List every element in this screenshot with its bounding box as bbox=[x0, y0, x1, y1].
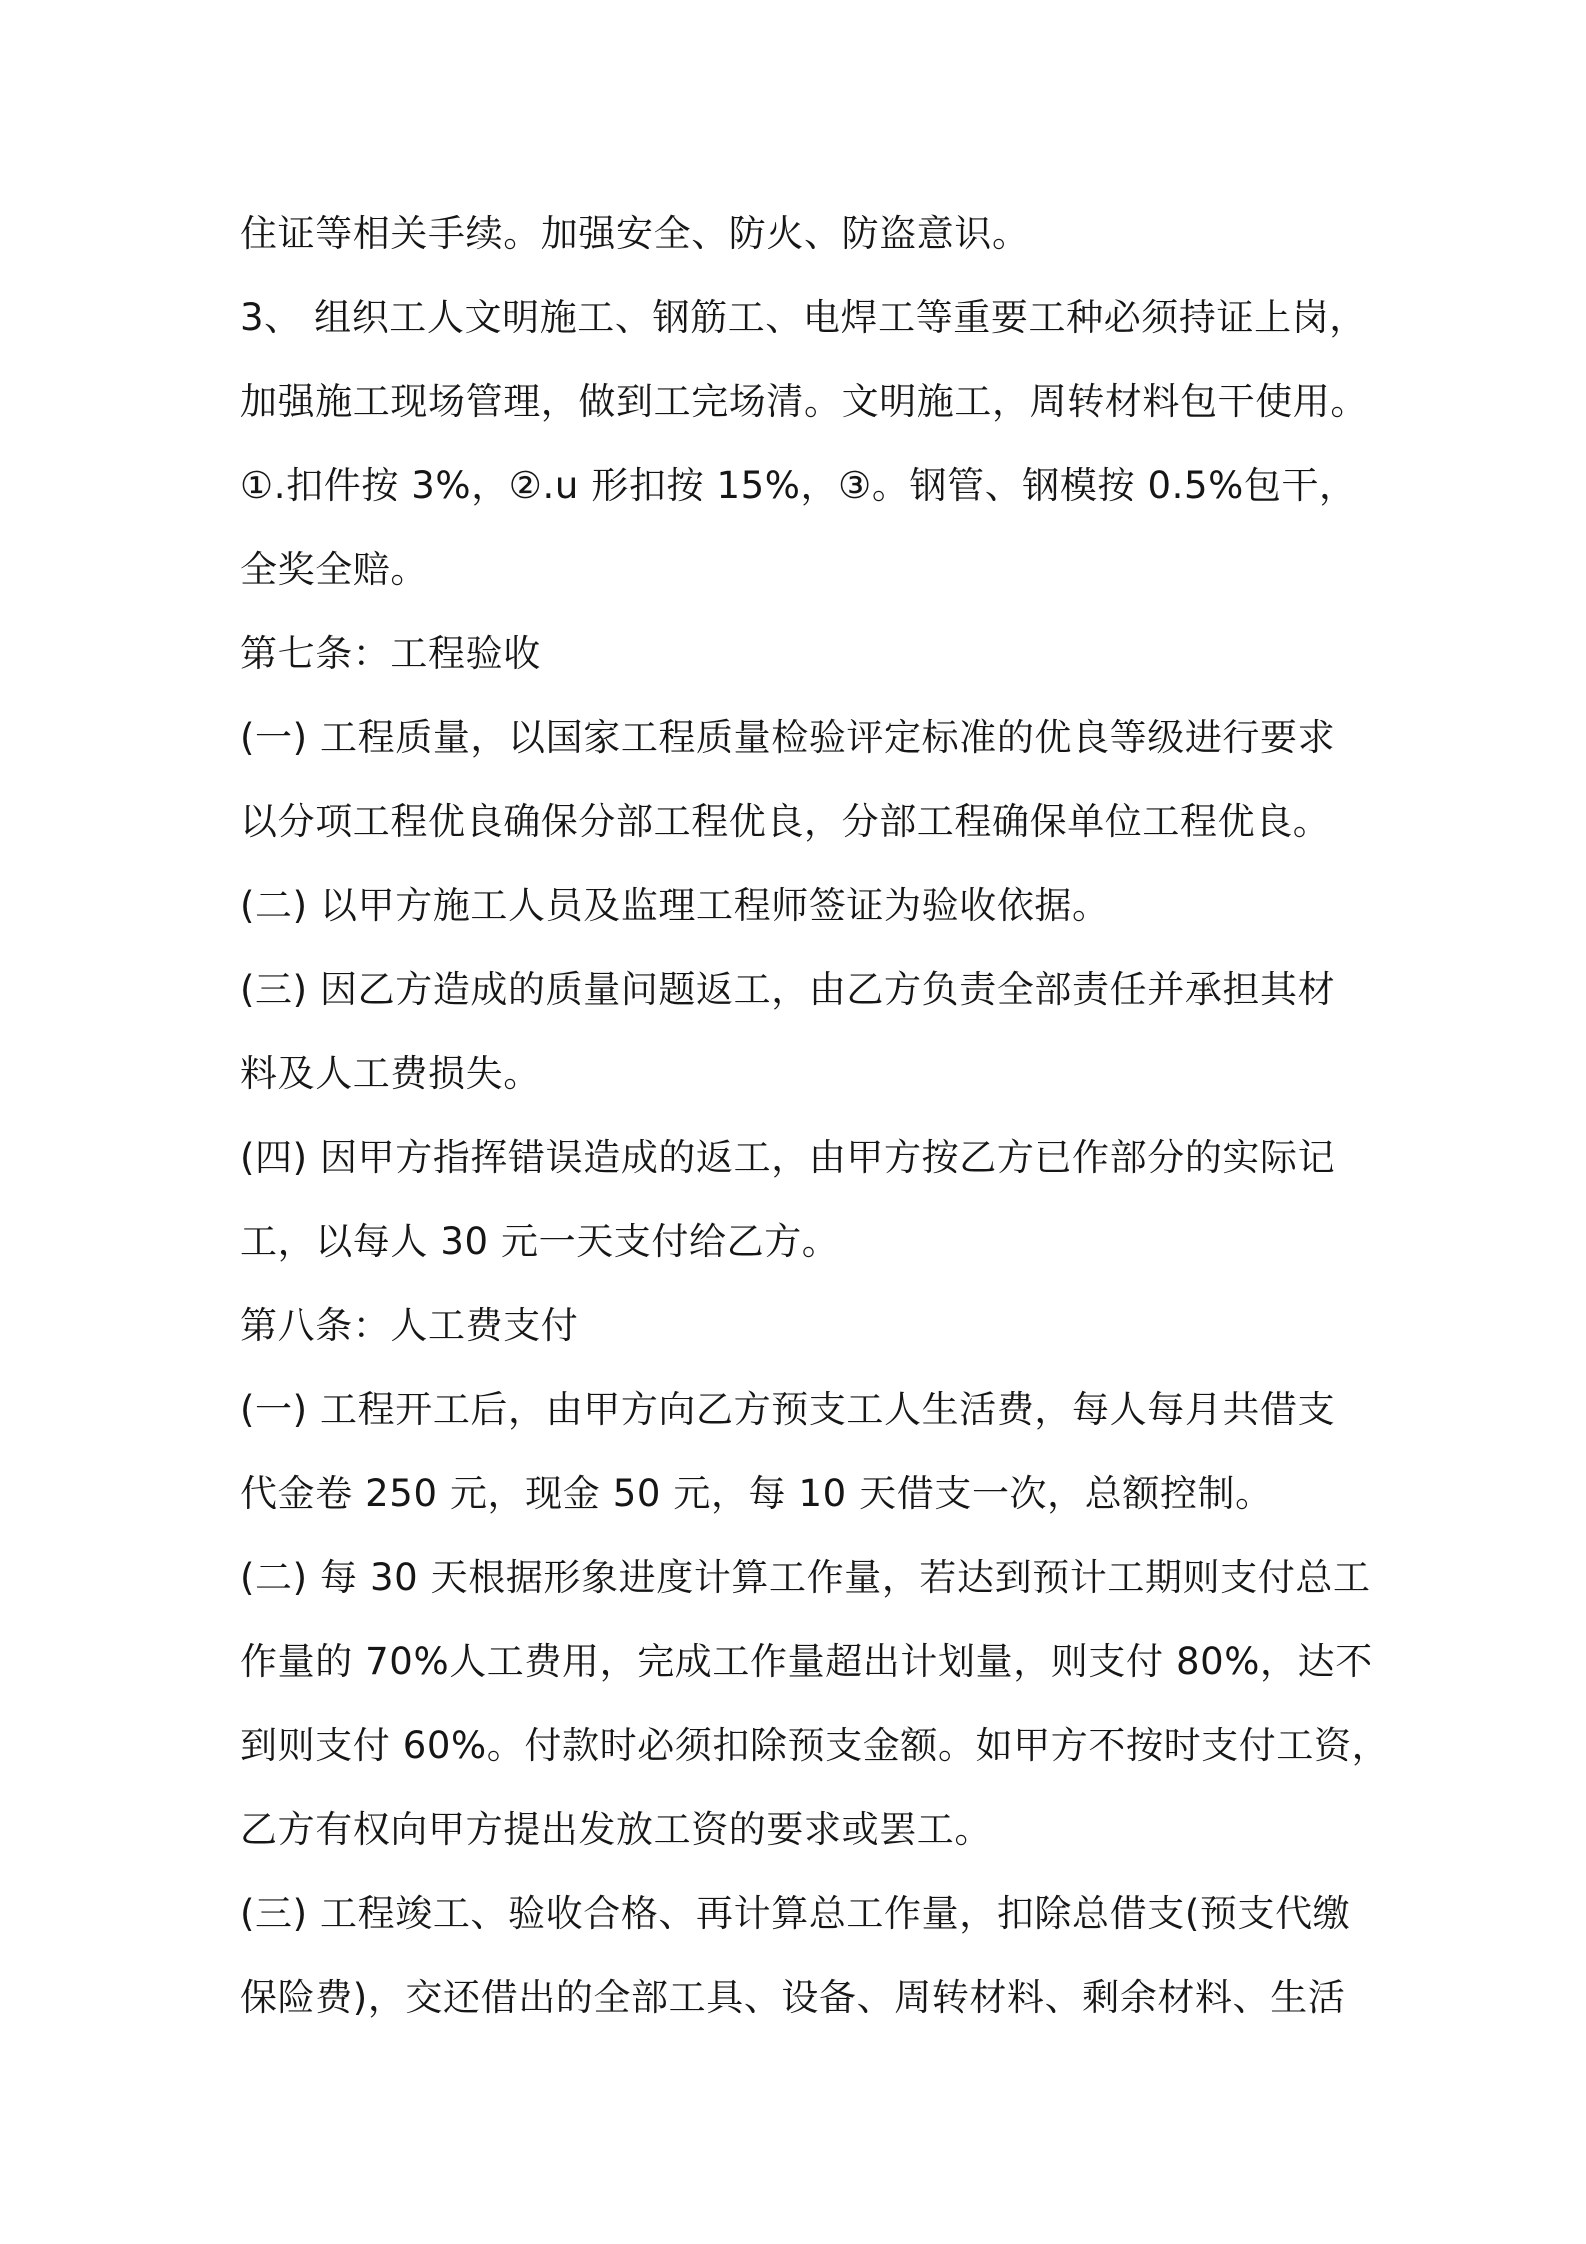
text-line: ①.扣件按 3%，②.u 形扣按 15%，③。钢管、钢模按 0.5%包干， bbox=[240, 464, 1357, 507]
text-line: (二) 以甲方施工人员及监理工程师签证为验收依据。 bbox=[240, 884, 1110, 927]
text-line: 代金卷 250 元，现金 50 元，每 10 天借支一次，总额控制。 bbox=[240, 1472, 1273, 1515]
text-line: (三) 工程竣工、验收合格、再计算总工作量，扣除总借支(预支代缴 bbox=[240, 1892, 1351, 1935]
text-line: 以分项工程优良确保分部工程优良，分部工程确保单位工程优良。 bbox=[240, 800, 1331, 843]
text-line: 到则支付 60%。付款时必须扣除预支金额。如甲方不按时支付工资， bbox=[240, 1724, 1390, 1767]
document-body bbox=[240, 192, 1390, 2040]
text-line: 住证等相关手续。加强安全、防火、防盗意识。 bbox=[240, 212, 1030, 255]
text-line: (四) 因甲方指挥错误造成的返工，由甲方按乙方已作部分的实际记 bbox=[240, 1136, 1336, 1179]
text-line: 保险费)，交还借出的全部工具、设备、周转材料、剩余材料、生活 bbox=[240, 1976, 1346, 2019]
text-line: 全奖全赔。 bbox=[240, 548, 428, 591]
text-line: (三) 因乙方造成的质量问题返工，由乙方负责全部责任并承担其材 bbox=[240, 968, 1336, 1011]
text-line: 料及人工费损失。 bbox=[240, 1052, 541, 1095]
text-line: 3、 组织工人文明施工、钢筋工、电焊工等重要工种必须持证上岗， bbox=[240, 296, 1367, 339]
text-line: (一) 工程质量，以国家工程质量检验评定标准的优良等级进行要求 bbox=[240, 716, 1336, 759]
text-line: (一) 工程开工后，由甲方向乙方预支工人生活费，每人每月共借支 bbox=[240, 1388, 1336, 1431]
text-line: 作量的 70%人工费用，完成工作量超出计划量，则支付 80%，达不 bbox=[240, 1640, 1373, 1683]
text-line: 工，以每人 30 元一天支付给乙方。 bbox=[240, 1220, 840, 1263]
section-heading: 第七条：工程验收 bbox=[240, 632, 541, 675]
text-line: 乙方有权向甲方提出发放工资的要求或罢工。 bbox=[240, 1808, 992, 1851]
text-line: (二) 每 30 天根据形象进度计算工作量，若达到预计工期则支付总工 bbox=[240, 1556, 1371, 1599]
text-line: 加强施工现场管理，做到工完场清。文明施工，周转材料包干使用。 bbox=[240, 380, 1368, 423]
section-heading: 第八条：人工费支付 bbox=[240, 1304, 579, 1347]
